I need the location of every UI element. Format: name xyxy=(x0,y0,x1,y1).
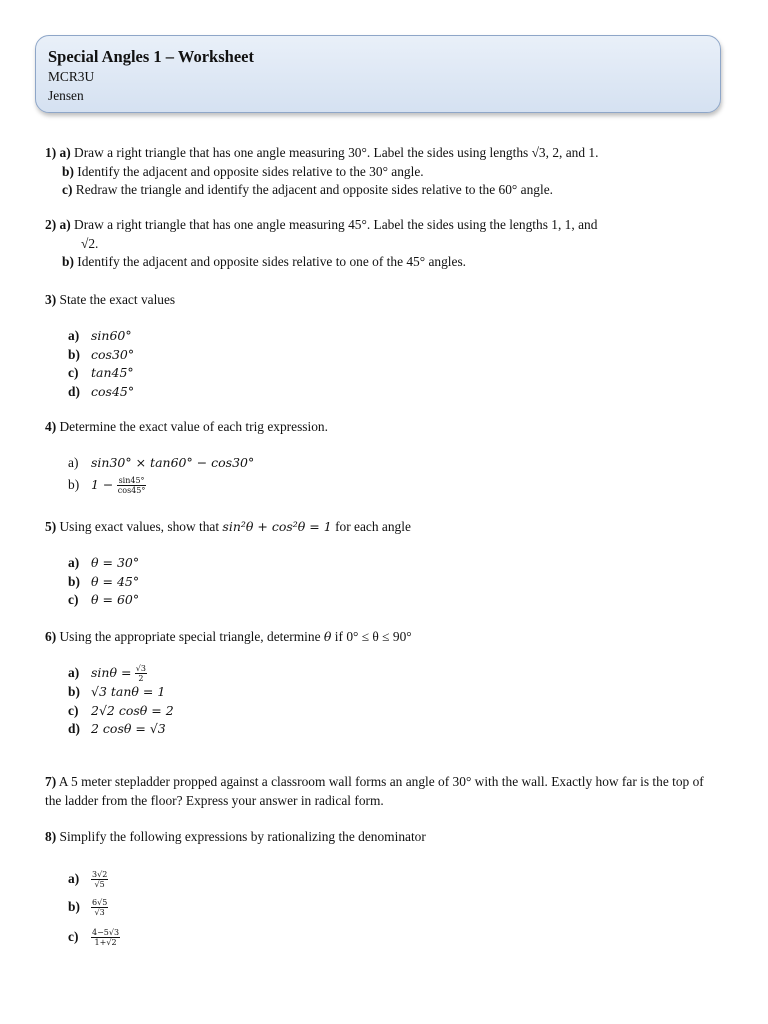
q4-a: a) sin30° × tan60° − cos30° xyxy=(68,455,255,470)
q5-number: 5) xyxy=(45,519,57,534)
question-8 xyxy=(45,828,735,847)
list-item: a) θ = 30° xyxy=(68,555,140,570)
q1-b-text: Identify the adjacent and opposite sides relative to the 30° angle. xyxy=(77,163,424,179)
q6-items xyxy=(45,664,735,739)
q6-number: 6) xyxy=(45,629,57,644)
list-item: a) $\frac{3√2}{√5}$ xyxy=(68,870,108,890)
q5-text-pre: Using exact values, show that xyxy=(59,519,220,534)
q4-number: 4) xyxy=(45,419,57,434)
list-item: b) cos30° xyxy=(68,346,135,362)
q3-items xyxy=(45,327,735,401)
q8-number: 8) xyxy=(45,829,57,844)
q1-c-label: c) xyxy=(62,182,73,197)
q6-text-post: if 0° ≤ θ ≤ 90° xyxy=(334,629,412,644)
q6-text-pre: Using the appropriate special triangle, determine xyxy=(59,629,321,644)
q2-b-label: b) xyxy=(62,254,74,269)
q5-identity: sin²θ + cos²θ = 1 xyxy=(222,519,332,534)
q6-theta: θ xyxy=(323,629,332,644)
list-item: a) sin60° xyxy=(68,328,132,343)
q6-a-fraction: $\frac{√3}{2}$ xyxy=(135,664,146,684)
question-3 xyxy=(45,291,735,310)
list-item: d) cos45° xyxy=(68,383,135,399)
q1-b-label: b) xyxy=(62,163,74,179)
q6-c: c) 2√2 cosθ = 2 xyxy=(68,702,174,718)
question-7 xyxy=(45,773,711,810)
q1-a-text: Draw a right triangle that has one angle measuring 30°. Label the sides using lengths √3, 2, and 1. xyxy=(74,145,599,160)
q2-number: 2) xyxy=(45,217,57,232)
q4-b-fraction: $\frac{\sin 45^\circ}{\cos 45^\circ}$ xyxy=(117,475,146,495)
q5-text-post: for each angle xyxy=(335,519,411,534)
list-item: c) $\frac{4-5√3}{1+√2}$ xyxy=(68,928,120,948)
q6-d: d) 2 cosθ = √3 xyxy=(68,721,166,737)
worksheet-title: Special Angles 1 – Worksheet xyxy=(48,47,254,66)
q4-b: b) 1 − $\frac{\sin 45^\circ}{\cos 45^\circ}$ xyxy=(68,475,146,495)
q8-text: Simplify the following expressions by rationalizing the denominator xyxy=(59,829,426,844)
q6-b: b) √3 tanθ = 1 xyxy=(68,684,166,700)
q7-number: 7) xyxy=(45,774,57,789)
q2-a-label: a) xyxy=(59,217,71,232)
q8-items xyxy=(45,865,735,952)
q7-text: A 5 meter stepladder propped against a classroom wall forms an angle of 30° with the wall. Exactly how far is the top of the ladder from the floor? Express your answer in radical form. xyxy=(45,774,704,808)
list-item: b) θ = 45° xyxy=(68,573,140,589)
list-item: c) θ = 60° xyxy=(68,592,140,607)
q1-c-text: Redraw the triangle and identify the adjacent and opposite sides relative to the 60° angle. xyxy=(75,182,553,197)
teacher-name: Jensen xyxy=(48,88,84,103)
q3-number: 3) xyxy=(45,292,57,307)
q2-b-text: Identify the adjacent and opposite sides relative to one of the 45° angles. xyxy=(77,254,467,269)
q1-number: 1) xyxy=(45,145,57,160)
q5-items xyxy=(45,554,735,610)
q6-a: a) sinθ = $\frac{√3}{2}$ xyxy=(68,664,146,684)
question-5 xyxy=(45,518,735,537)
question-2 xyxy=(45,216,735,272)
q4-items xyxy=(45,454,735,495)
course-code: MCR3U xyxy=(48,69,95,84)
q4-text: Determine the exact value of each trig expression. xyxy=(59,419,328,434)
q3-text: State the exact values xyxy=(59,292,176,307)
list-item: c) tan45° xyxy=(68,365,134,380)
worksheet-header xyxy=(35,35,721,113)
list-item: b) $\frac{6√5}{√3}$ xyxy=(68,898,108,918)
q2-a-text: Draw a right triangle that has one angle measuring 45°. Label the sides using the lengths 1, 1, and xyxy=(74,217,598,232)
q2-a-text-cont: √2. xyxy=(81,235,99,251)
q1-a-label: a) xyxy=(59,145,71,160)
question-4 xyxy=(45,418,735,437)
question-1 xyxy=(45,144,735,200)
question-6 xyxy=(45,628,735,647)
